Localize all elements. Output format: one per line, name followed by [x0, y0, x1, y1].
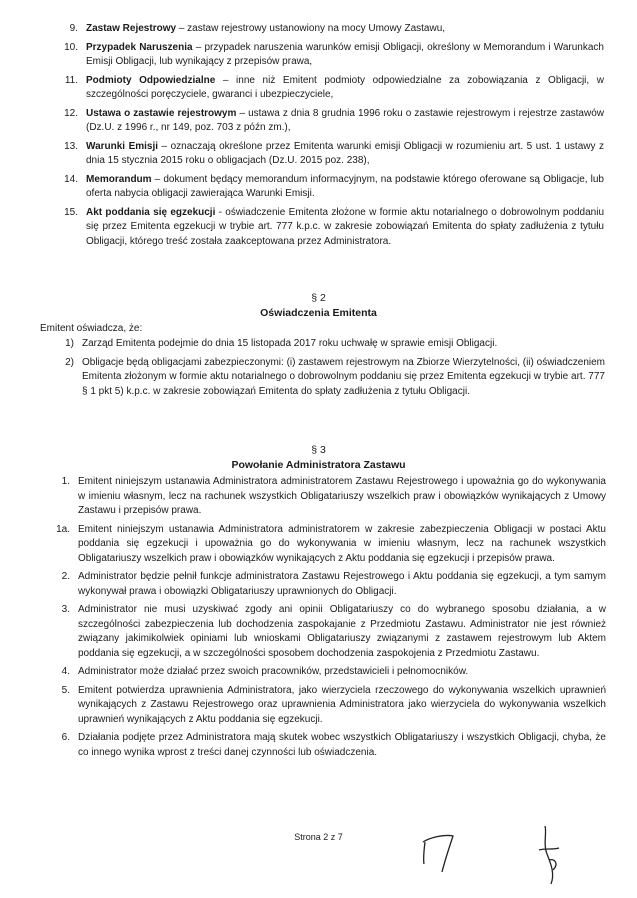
item-text: Emitent niniejszym ustanawia Administratora administratorem w zakresie zabezpieczenia Obligacji w postaci Aktu poddania się egzekucji i upoważnia go do wykonywania w imieniu własnym, lecz na rachunek wszystkich Obligatariuszy wszelkich praw i obowiązków wynikających z Aktu poddania się egzekucji i przepisów prawa. — [78, 523, 606, 564]
definition-text: – ustawa z dnia 8 grudnia 1996 roku o zastawie rejestrowym i rejestrze zastawów (Dz.U. z 1996 r., nr 149, poz. 703 z późn zm.), — [86, 107, 604, 133]
definition-item — [44, 173, 604, 202]
section-3-heading — [0, 443, 637, 473]
item-text: Administrator nie musi uzyskiwać zgody ani opinii Obligatariuszy co do wybranego sposobu działania, a w szczególności zabezpieczenia lub dochodzenia zaspokajanie z Przedmiotu Zastawu. Administrator nie jest również związany jakimikolwiek opiniami lub wnioskami Obligatariuszy związanymi z zastawem rejestrowym lub Aktem poddania się egzekucji, a w szczególności sposobem dochodzenia zaspokojenia z Przedmiotu Zastawu. — [78, 604, 606, 659]
section-2-heading — [0, 291, 637, 321]
section-symbol: § 2 — [311, 292, 326, 304]
list-item — [50, 356, 605, 400]
item-number: 1) — [65, 338, 74, 349]
item-text: Zarząd Emitenta podejmie do dnia 15 listopada 2017 roku uchwałę w sprawie emisji Obligacji. — [82, 338, 498, 349]
definition-text: – oznaczają określone przez Emitenta warunki emisji Obligacji w rozumieniu art. 5 ust. 1 ustawy z dnia 15 stycznia 2015 roku o obligacjach (Dz.U. 2015 poz. 238), — [86, 140, 604, 166]
definition-item — [44, 140, 604, 169]
definition-term: Podmioty Odpowiedzialne — [86, 74, 216, 86]
item-number: 2) — [65, 356, 74, 368]
item-text: Emitent potwierdza uprawnienia Administratora, jako wierzyciela rzeczowego do wykonywania wszelkich uprawnień wynikających z Zastawu Rejestrowego oraz uprawnienia Administratora jako wierzyciela do wykonywania wszelkich uprawnień wynikających z Aktu poddania się egzekucji. — [78, 684, 606, 725]
definition-text: – dokument będący memorandum informacyjnym, na podstawie którego oferowane są Obligacje, lub oferta nabycia obligacji zawierająca Warunki Emisji. — [86, 173, 604, 199]
definition-text: – inne niż Emitent podmioty odpowiedzialne za zobowiązania z Obligacji, w szczególności poręczyciele, gwaranci i ubezpieczyciele, — [86, 74, 604, 100]
definition-item — [44, 74, 604, 103]
item-number: 15. — [64, 206, 78, 218]
list-item — [30, 523, 606, 567]
definition-item — [44, 22, 604, 37]
initials-signature-right — [525, 820, 575, 890]
item-text: Obligacje będą obligacjami zabezpieczonymi: (i) zastawem rejestrowym na Zbiorze Wierzytelności, (ii) oświadczeniem Emitenta złożonym w formie aktu notarialnego o dobrowolnym poddaniu się przez Emitenta egzekucji w trybie art. 777 § 1 pkt 5) k.p.c. w zakresie zobowiązań Emitenta do spłaty zadłużenia z tytułu Obligacji. — [82, 356, 605, 397]
definition-text: - oświadczenie Emitenta złożone w formie aktu notarialnego o dobrowolnym poddaniu się przez Emitenta egzekucji w trybie art. 777 k.p.c. w zakresie zobowiązań Emitenta do spłaty zadłużenia z tytułu Obligacji, którego treść została zaakceptowana przez Administratora. — [86, 206, 604, 247]
section-2-list — [50, 337, 605, 403]
section-title: Oświadczenia Emitenta — [260, 307, 377, 319]
item-number: 5. — [61, 684, 70, 696]
item-number: 1. — [61, 476, 70, 487]
item-text: Administrator może działać przez swoich pracowników, przedstawicieli i pełnomocników. — [78, 666, 469, 677]
item-text: Działania podjęte przez Administratora mają skutek wobec wszystkich Obligatariuszy i wszystkich Obligacji, chyba, że co innego wynika wprost z treści danej czynności lub oświadczenia. — [78, 732, 606, 758]
definition-term: Przypadek Naruszenia — [86, 41, 193, 53]
list-item — [30, 665, 606, 680]
list-item — [30, 731, 606, 760]
list-item — [30, 570, 606, 599]
definitions-list — [44, 22, 604, 253]
list-item — [50, 337, 605, 352]
item-number: 3. — [61, 604, 70, 615]
definition-term: Akt poddania się egzekucji — [86, 206, 216, 218]
section-symbol: § 3 — [311, 444, 326, 456]
section-title: Powołanie Administratora Zastawu — [231, 459, 406, 471]
item-number: 11. — [64, 74, 78, 86]
section-2-intro: Emitent oświadcza, że: — [40, 323, 143, 334]
definition-term: Warunki Emisji — [86, 140, 159, 152]
definition-term: Ustawa o zastawie rejestrowym — [86, 107, 237, 119]
item-text: Administrator będzie pełnił funkcje administratora Zastawu Rejestrowego i Aktu poddania się egzekucji, a tym samym wykonywał prawa i obowiązki Obligatariuszy uprawnionych do Obligacji. — [78, 571, 606, 597]
item-number: 9. — [69, 23, 78, 34]
item-number: 10. — [64, 41, 78, 53]
list-item — [30, 684, 606, 728]
item-number: 14. — [64, 173, 78, 185]
initials-signature-left — [415, 820, 465, 880]
list-item — [30, 475, 606, 519]
definition-item — [44, 206, 604, 250]
item-number: 4. — [61, 666, 70, 677]
item-number: 6. — [61, 732, 70, 743]
definition-item — [44, 107, 604, 136]
definition-term: Memorandum — [86, 173, 152, 185]
definition-text: – zastaw rejestrowy ustanowiony na mocy Umowy Zastawu, — [176, 23, 446, 34]
definition-item — [44, 41, 604, 70]
item-number: 13. — [64, 140, 78, 152]
section-3-list — [30, 475, 606, 764]
page-footer: Strona 2 z 7 — [294, 832, 343, 842]
item-number: 1a. — [56, 523, 70, 535]
definition-term: Zastaw Rejestrowy — [86, 23, 177, 34]
definition-text: – przypadek naruszenia warunków emisji Obligacji, określony w Memorandum i Warunkach Emisji Obligacji, lub wynikający z przepisów prawa, — [86, 41, 604, 67]
item-number: 2. — [61, 571, 70, 582]
item-text: Emitent niniejszym ustanawia Administratora administratorem Zastawu Rejestrowego i upoważnia go do wykonywania w imieniu własnym, lecz na rachunek wszystkich Obligatariuszy wszelkich praw i obowiązków wynikających z Umowy Zastawu i przepisów prawa. — [78, 476, 606, 516]
list-item — [30, 603, 606, 661]
item-number: 12. — [64, 107, 78, 119]
